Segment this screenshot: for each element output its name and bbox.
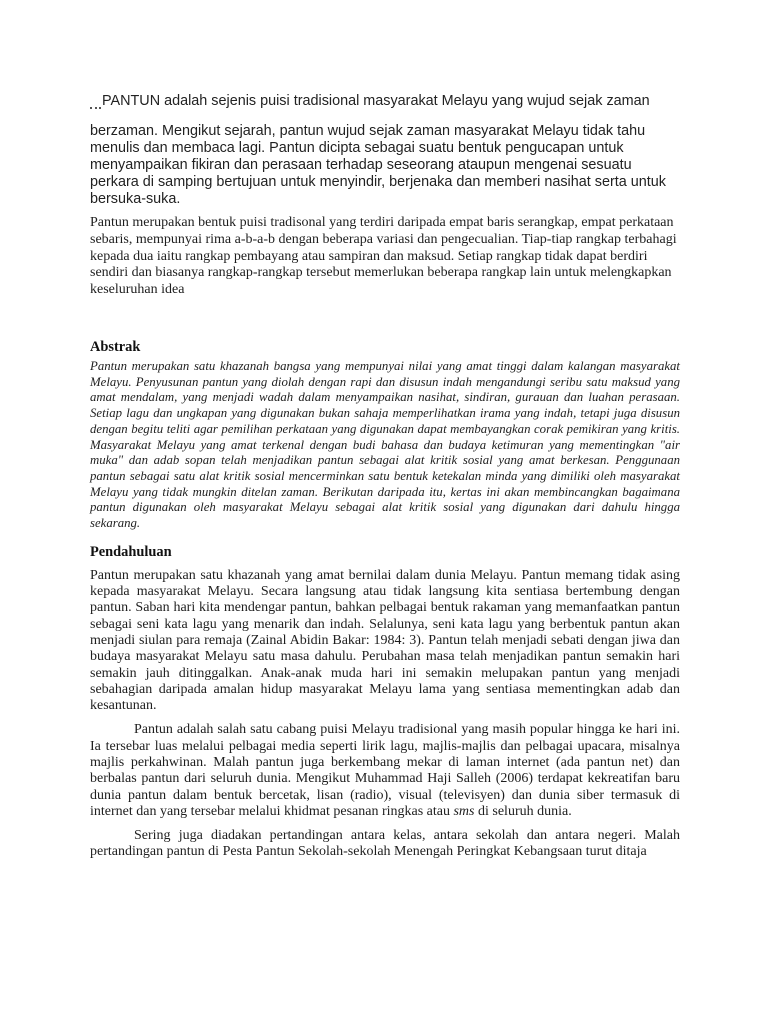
intro-first-line-text: PANTUN adalah sejenis puisi tradisional masyarakat Melayu yang wujud sejak zaman: [102, 93, 650, 109]
introduction-paragraph-3: Sering juga diadakan pertandingan antara kelas, antara sekolah dan antara negeri. Malah pertandingan pantun di Pesta Pantun Sekolah-sekolah Menengah Peringkat Kebangsaan turut ditaja: [90, 828, 680, 860]
document-page: [90, 88, 680, 861]
bookmark-marker-icon: [90, 102, 101, 109]
introduction-paragraph-2-end: di seluruh dunia.: [474, 803, 572, 819]
introduction-heading: Pendahuluan: [90, 543, 172, 560]
intro-serif-paragraph: Pantun merupakan bentuk puisi tradisonal yang terdiri daripada empat baris serangkap, empat perkataan sebaris, mempunyai rima a-b-a-b dengan beberapa variasi dan pengecualian. Tiap-tiap rangkap terbahagi kepada dua iaitu rangkap pembayang atau sampiran dan maksud. Setiap rangkap tidak dapat berdiri sendiri dan biasanya rangkap-rangkap tersebut memerlukan beberapa rangkap lain untuk melengkapkan keseluruhan idea: [90, 215, 677, 298]
intro-continuation: berzaman. Mengikut sejarah, pantun wujud sejak zaman masyarakat Melayu tidak tahu menulis dan membaca lagi. Pantun dicipta sebagai suatu bentuk pengucapan untuk menyampaikan fikiran dan perasaan terhadap seseorang ataupun mengenai sesuatu perkara di samping bertujuan untuk menyindir, berjenaka dan memberi nasihat serta untuk bersuka-suka.: [90, 123, 666, 207]
intro-first-line: [90, 88, 680, 110]
introduction-paragraph-2-main: Pantun adalah salah satu cabang puisi Melayu tradisional yang masih popular hingga ke hari ini. Ia tersebar luas melalui pelbagai media seperti lirik lagu, majlis-majlis dan pelbagai upacara, misalnya majlis perkahwinan. Malah pantun juga berkembang mekar di laman internet (ada pantun net) dan berbalas pantun dari seluruh dunia. Mengikut Muhammad Haji Salleh (2006) terdapat kekreatifan baru dunia pantun dalam bentuk bercetak, lisan (radio), visual (televisyen) dan dunia siber termasuk di internet dan yang tersebar melalui khidmat pesanan ringkas atau: [90, 722, 680, 819]
introduction-paragraph-1: Pantun merupakan satu khazanah yang amat bernilai dalam dunia Melayu. Pantun memang tidak asing kepada masyarakat Melayu. Secara langsung atau tidak langsung kita sentiasa bertembung dengan pantun. Saban hari kita mendengar pantun, bahkan pelbagai bentuk rakaman yang memanfaatkan pantun sebagai seni kata lagu yang menarik dan indah. Selalunya, seni kata lagu yang berbentuk pantun akan menjadi siulan para remaja (Zainal Abidin Bakar: 1984: 3). Pantun telah menjadi sebati dengan jiwa dan budaya masyarakat Melayu satu masa dahulu. Perubahan masa telah menjadikan pantun semakin hari semakin jauh ditinggalkan. Anak-anak muda hari ini semakin melupakan pantun yang menjadi sebahagian daripada amalan hidup masyarakat Melayu lama yang sentiasa mementingkan adab dan kesantunan.: [90, 567, 680, 714]
introduction-paragraph-2: [90, 722, 680, 820]
abstract-text: Pantun merupakan satu khazanah bangsa yang mempunyai nilai yang amat tinggi dalam kalangan masyarakat Melayu. Penyusunan pantun yang diolah dengan rapi dan disusun indah mengandungi seribu satu maksud yang amat mendalam, yang menjadi wadah dalam menyampaikan nasihat, sindiran, gurauan dan luahan perasaan. Setiap lagu dan ungkapan yang digunakan bukan sahaja memperlihatkan irama yang indah, tetapi juga disusun dengan begitu teliti agar pemilihan perkataan yang digunakan dapat membayangkan corak pemikiran yang kritis. Masyarakat Melayu yang amat terkenal dengan budi bahasa dan budaya ketimuran yang mementingkan "air muka" dan adab sopan telah menjadikan pantun sebagai alat kritik sosial yang amat berkesan. Penggunaan pantun sebagai satu alat kritik sosial mencerminkan satu bentuk ketekalan minda yang dimiliki oleh masyarakat Melayu yang tidak mungkin ditelan zaman. Berikutan daripada itu, kertas ini akan membincangkan bagaimana pantun digunakan oleh masyarakat Melayu sebagai alat kritik sosial yang digunakan dari dahulu hingga sekarang.: [90, 358, 680, 531]
sms-italic-term: sms: [453, 803, 475, 819]
abstract-heading: Abstrak: [90, 338, 141, 355]
intro-sans-section: [90, 88, 680, 208]
